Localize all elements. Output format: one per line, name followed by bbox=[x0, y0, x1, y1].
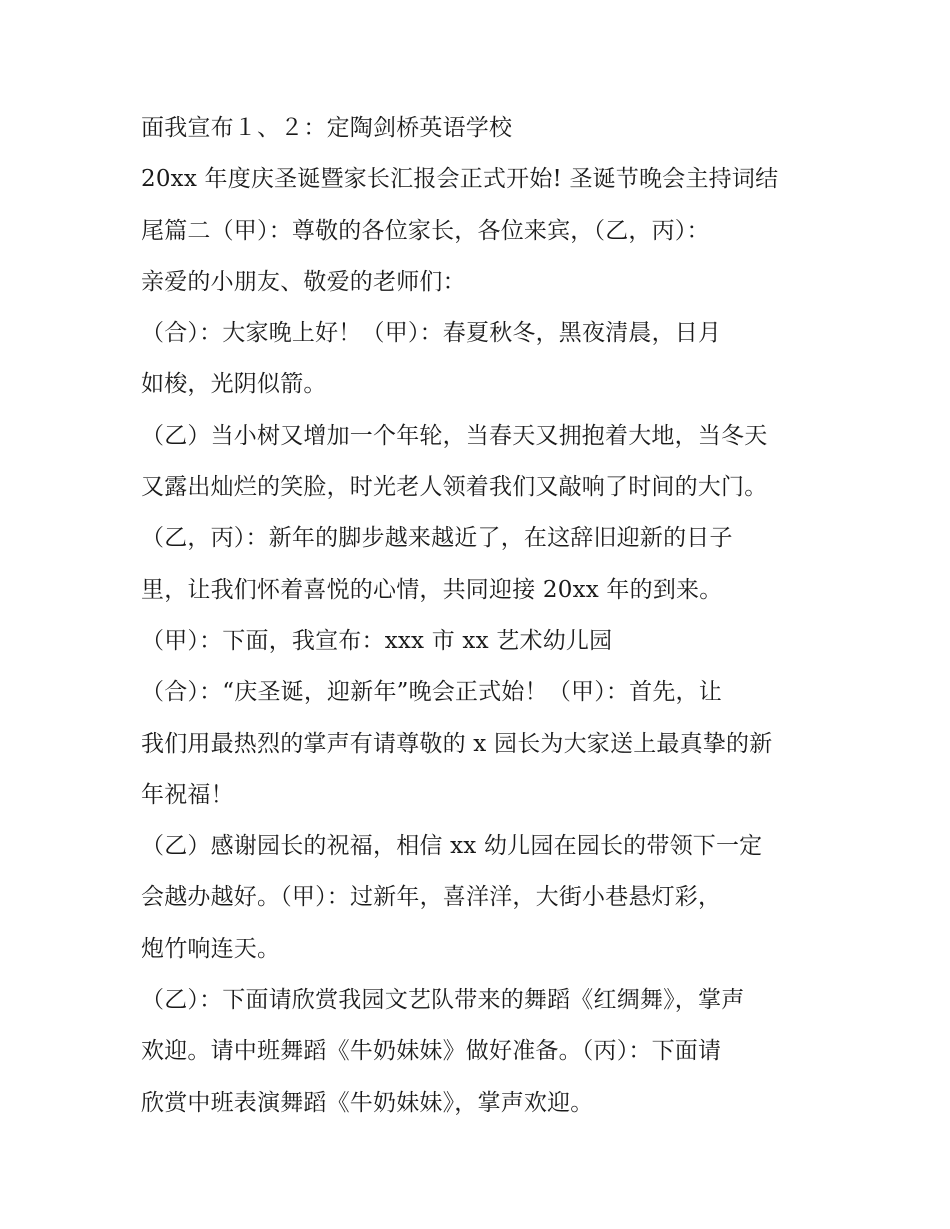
text-line: （乙）：下面请欣赏我园文艺队带来的舞蹈《红绸舞》，掌声 bbox=[141, 987, 745, 1014]
text-line: 面我宣布１、２：定陶剑桥英语学校 bbox=[141, 115, 513, 141]
text-line: 年祝福！ bbox=[141, 781, 234, 808]
text-line: 尾篇二（甲）：尊敬的各位家长，各位来宾，（乙，丙）： bbox=[141, 217, 710, 244]
text-line: 欣赏中班表演舞蹈《牛奶妹妹》，掌声欢迎。 bbox=[141, 1089, 594, 1116]
text-line: 亲爱的小朋友、敬爱的老师们： bbox=[141, 268, 466, 295]
text-line: 又露出灿烂的笑脸，时光老人领着我们又敲响了时间的大门。 bbox=[141, 474, 768, 501]
text-line: （乙）当小树又增加一个年轮，当春天又拥抱着大地，当冬天 bbox=[141, 422, 768, 449]
text-line: 炮竹响连天。 bbox=[141, 935, 281, 962]
text-line: 20xx 年度庆圣诞暨家长汇报会正式开始! 圣诞节晚会主持词结 bbox=[141, 166, 779, 193]
text-line: 里，让我们怀着喜悦的心情，共同迎接 20xx 年的到来。 bbox=[141, 576, 723, 603]
document-body bbox=[141, 103, 821, 1129]
text-line: 会越办越好。（甲）：过新年，喜洋洋，大街小巷悬灯彩， bbox=[141, 884, 722, 911]
text-line: （甲）：下面，我宣布：xxx 市 xx 艺术幼儿园 bbox=[141, 627, 613, 654]
text-line: 我们用最热烈的掌声有请尊敬的 x 园长为大家送上最真挚的新 bbox=[141, 730, 773, 757]
text-line: 如梭，光阴似箭。 bbox=[141, 371, 327, 398]
text-line: 欢迎。请中班舞蹈《牛奶妹妹》做好准备。（丙）：下面请 bbox=[141, 1038, 722, 1065]
text-line: （合）：大家晚上好！（甲）：春夏秋冬，黑夜清晨，日月 bbox=[141, 320, 722, 347]
text-line: （合）：“庆圣诞，迎新年”晚会正式始！（甲）：首先，让 bbox=[141, 679, 722, 706]
text-line: （乙）感谢园长的祝福，相信 xx 幼儿园在园长的带领下一定 bbox=[141, 833, 763, 860]
text-line: （乙，丙）：新年的脚步越来越近了，在这辞旧迎新的日子 bbox=[141, 525, 733, 552]
